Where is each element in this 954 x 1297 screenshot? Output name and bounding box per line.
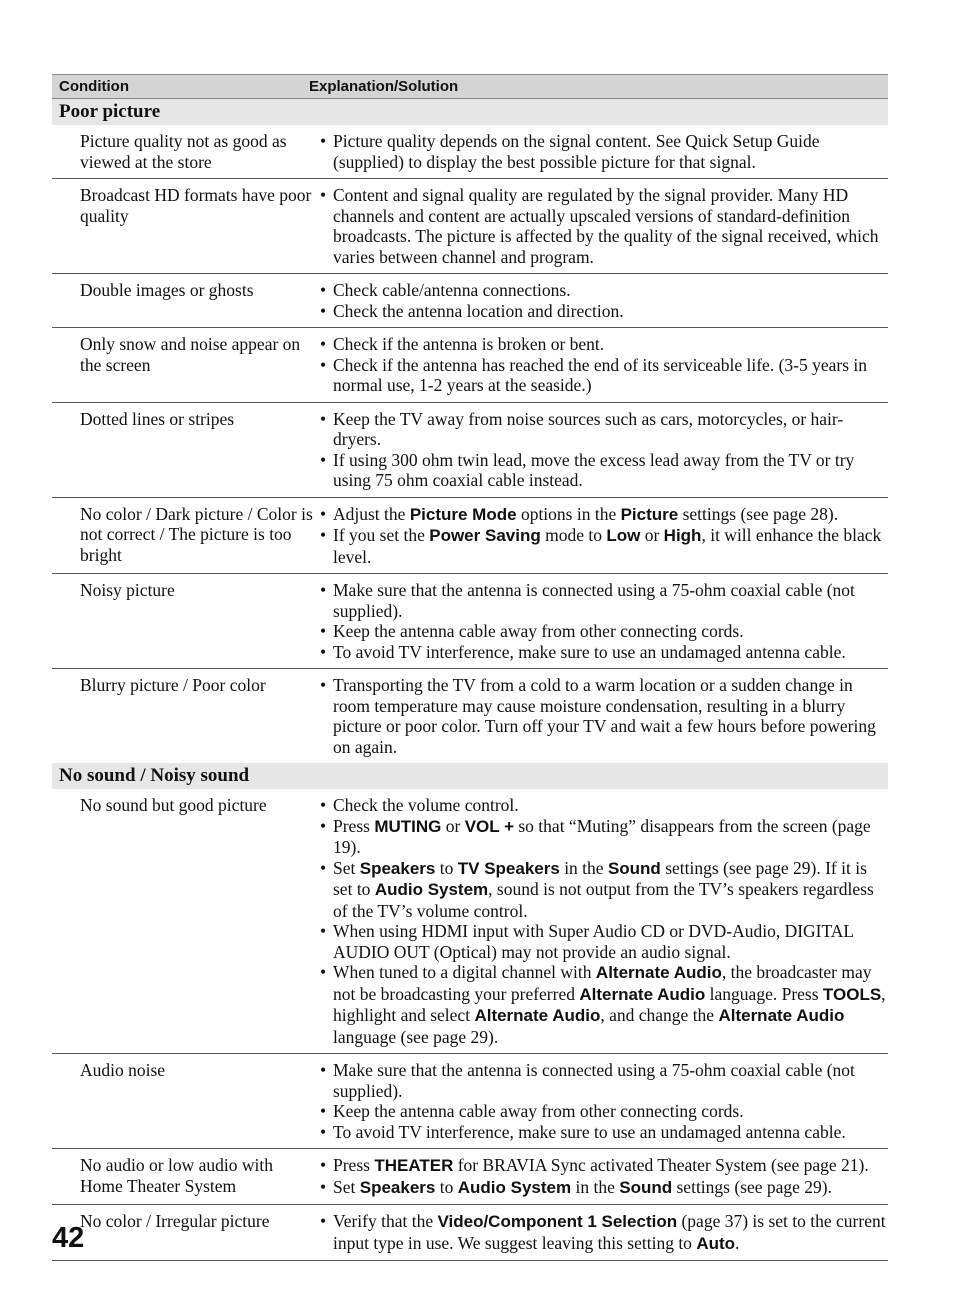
table-row [52,179,888,274]
solution-bullet: • Picture quality depends on the signal content. See Quick Setup Guide (supplied) to display the best possible picture for that signal. [320,131,888,172]
solution-bullet: • Verify that the Video/Component 1 Selection (page 37) is set to the current input type in use. We suggest leaving this setting to Auto. [320,1211,888,1254]
solution-bullet: • Adjust the Picture Mode options in the Picture settings (see page 28). [320,504,888,526]
table-header [52,74,888,99]
setting-name: TV Speakers [457,858,560,878]
condition-cell: Only snow and noise appear on the screen [80,334,301,375]
solution-bullet: • When using HDMI input with Super Audio CD or DVD-Audio, DIGITAL AUDIO OUT (Optical) may not provide an audio signal. [320,921,888,962]
condition-cell: Dotted lines or stripes [80,408,235,429]
table-row [52,125,888,179]
setting-name: Sound [619,1177,673,1197]
condition-cell: Audio noise [80,1060,166,1080]
solution-cell [320,1054,888,1148]
table-row [52,1054,888,1149]
table-row [52,328,888,403]
solution-cell [320,669,888,763]
solution-bullet: • Check if the antenna is broken or bent. [320,334,888,355]
table-row [52,789,888,1054]
solution-bullet: • When tuned to a digital channel with Alternate Audio, the broadcaster may not be broadcasting your preferred Alternate Audio language. Press TOOLS, highlight and select Alternate Audio, and change the Alternate Audio language (see page 29). [320,962,888,1047]
setting-name: MUTING [374,816,442,836]
table-row [52,403,888,498]
condition-cell: No color / Irregular picture [80,1211,270,1231]
setting-name: Audio System [374,880,489,899]
setting-name: Picture [620,504,679,524]
setting-name: Video/Component 1 Selection [437,1212,678,1231]
solution-bullet: • To avoid TV interference, make sure to use an undamaged antenna cable. [320,642,888,663]
condition-cell: No audio or low audio with Home Theater System [80,1155,273,1196]
setting-name: Auto [696,1233,736,1253]
solution-bullet: • Check cable/antenna connections. [320,280,888,301]
solution-cell [320,125,888,178]
solution-bullet: • Keep the antenna cable away from other connecting cords. [320,1101,888,1122]
setting-name: Alternate Audio [595,963,722,982]
solution-cell [320,274,888,327]
solution-bullet: • Transporting the TV from a cold to a warm location or a sudden change in room temperature may cause moisture condensation, resulting in a blurry picture or poor color. Turn off your TV and wait a few hours before powering on again. [320,675,888,757]
solution-bullet: • Check the volume control. [320,795,888,816]
setting-name: Power Saving [429,526,541,545]
solution-cell [320,498,888,574]
setting-name: Alternate Audio [474,1006,601,1025]
table-body [52,99,888,1261]
setting-name: Alternate Audio [579,984,706,1004]
condition-cell: Blurry picture / Poor color [80,675,266,695]
section-heading: No sound / Noisy sound [52,763,888,789]
solution-bullet: • Make sure that the antenna is connected using a 75-ohm coaxial cable (not supplied). [320,580,888,621]
troubleshooting-table [52,74,888,1261]
condition-cell: Noisy picture [80,580,175,600]
solution-cell [320,1205,888,1260]
table-row [52,1205,888,1261]
table-row [52,669,888,763]
solution-bullet: • Press THEATER for BRAVIA Sync activated Theater System (see page 21). [320,1155,888,1177]
setting-name: Low [606,526,641,545]
table-row [52,274,888,328]
solution-bullet: • Keep the antenna cable away from other connecting cords. [320,621,888,642]
solution-bullet: • Keep the TV away from noise sources such as cars, motorcycles, or hair-dryers. [320,409,888,450]
setting-name: TOOLS [822,984,882,1004]
setting-name: High [663,526,702,545]
setting-name: Audio System [457,1177,572,1197]
solution-cell [320,789,888,1053]
condition-cell: Double images or ghosts [80,280,254,300]
solution-bullet: • Check the antenna location and direction. [320,301,888,322]
condition-column-header: Condition [59,78,129,95]
setting-name: Speakers [359,1177,436,1197]
condition-cell: No color / Dark picture / Color is not correct / The picture is too bright [80,503,313,565]
solution-bullet: • Check if the antenna has reached the end of its serviceable life. (3-5 years in normal use, 1-2 years at the seaside.) [320,355,888,396]
setting-name: Alternate Audio [718,1006,845,1025]
condition-cell: No sound but good picture [80,795,267,815]
solution-cell [320,328,888,402]
solution-bullet: • Set Speakers to Audio System in the Sound settings (see page 29). [320,1177,888,1199]
condition-cell: Broadcast HD formats have poor quality [80,185,312,226]
solution-bullet: • Content and signal quality are regulated by the signal provider. Many HD channels and content are actually upscaled versions of standard-definition broadcasts. The picture is affected by the quality of the signal received, which varies between channel and program. [320,185,888,267]
setting-name: Picture Mode [409,504,517,524]
solution-bullet: • Set Speakers to TV Speakers in the Sound settings (see page 29). If it is set to Audio System, sound is not output from the TV’s speakers regardless of the TV’s volume control. [320,858,888,922]
table-row [52,1149,888,1205]
table-row [52,498,888,575]
solution-bullet: • Make sure that the antenna is connected using a 75-ohm coaxial cable (not supplied). [320,1060,888,1101]
setting-name: VOL + [464,816,514,836]
solution-bullet: • If using 300 ohm twin lead, move the excess lead away from the TV or try using 75 ohm coaxial cable instead. [320,450,888,491]
solution-cell [320,574,888,668]
section-heading: Poor picture [52,99,888,125]
solution-cell [320,179,888,273]
solution-bullet: • To avoid TV interference, make sure to use an undamaged antenna cable. [320,1122,888,1143]
solution-column-header: Explanation/Solution [309,78,459,95]
setting-name: Sound [607,858,661,878]
setting-name: THEATER [374,1156,454,1175]
page-number: 42 [52,1222,85,1254]
solution-cell [320,403,888,497]
condition-cell: Picture quality not as good as viewed at the store [80,131,287,172]
solution-cell [320,1149,888,1204]
table-row [52,574,888,669]
solution-bullet: • Press MUTING or VOL + so that “Muting” disappears from the screen (page 19). [320,816,888,858]
setting-name: Speakers [359,858,436,878]
solution-bullet: • If you set the Power Saving mode to Low or High, it will enhance the black level. [320,525,888,567]
